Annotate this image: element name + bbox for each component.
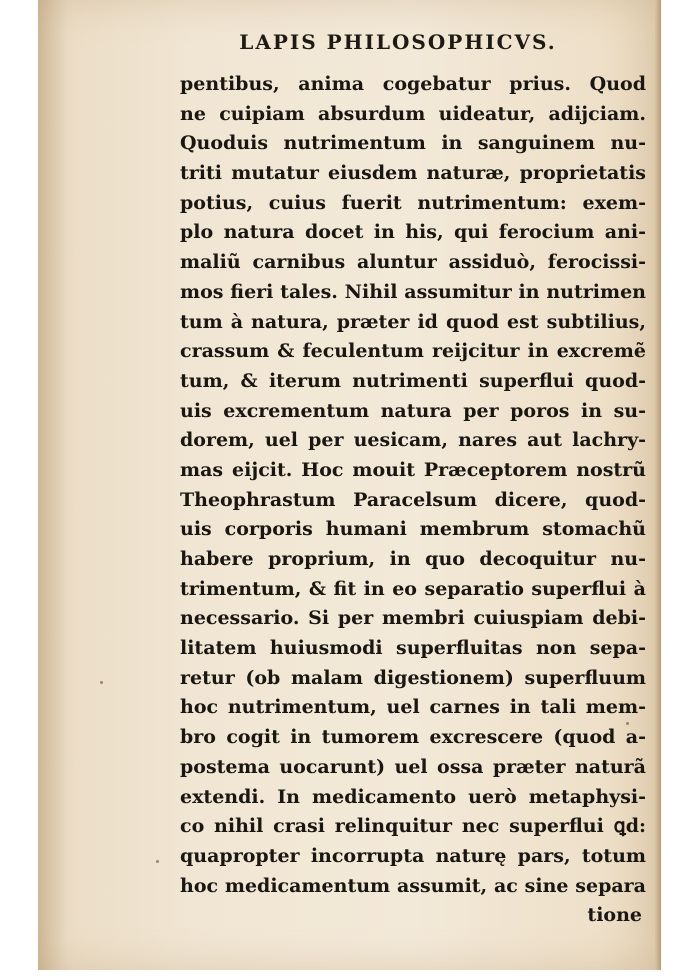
text-line: plo natura docet in his, qui ferocium ani- — [180, 221, 646, 244]
text-line: Quoduis nutrimentum in sanguinem nu- — [180, 132, 646, 155]
text-line: uis corporis humani membrum stomachũ — [180, 518, 646, 541]
running-head: LAPIS PHILOSOPHICVS. — [239, 30, 557, 54]
text-line: bro cogit in tumorem excrescere (quod a- — [180, 726, 646, 749]
ink-speck — [626, 722, 629, 725]
text-line: crassum & feculentum reijcitur in excremẽ — [180, 340, 646, 363]
text-line: Theophrastum Paracelsum dicere, quod- — [180, 488, 646, 511]
text-line: tum à natura, præter id quod est subtilius, — [180, 310, 646, 333]
text-line: maliũ carnibus aluntur assiduò, ferocissi- — [180, 251, 646, 274]
text-line: co nihil crasi relinquitur nec superflui ꝗd: — [180, 815, 646, 838]
text-line: postema uocarunt) uel ossa præter naturã — [180, 755, 646, 778]
book-page — [38, 0, 661, 970]
ink-speck — [100, 681, 103, 684]
text-line: necessario. Si per membri cuiuspiam debi- — [180, 607, 646, 630]
text-line: habere proprium, in quo decoquitur nu- — [180, 548, 646, 570]
text-line: ne cuipiam absurdum uideatur, adijciam. — [180, 102, 646, 125]
text-line: hoc medicamentum assumit, ac sine separa — [180, 874, 646, 897]
text-line: tum, & iterum nutrimenti superflui quod- — [180, 369, 646, 392]
text-line: extendi. In medicamento uerò metaphysi- — [180, 785, 646, 808]
text-line: triti mutatur eiusdem naturæ, proprietatis — [180, 162, 646, 185]
ink-speck — [156, 860, 159, 863]
text-line: uis excrementum natura per poros in su- — [180, 399, 646, 422]
text-line: tione — [587, 904, 642, 927]
text-line: litatem huiusmodi superfluitas non sepa- — [180, 637, 646, 660]
page-edge — [655, 0, 661, 970]
spine-shadow — [38, 0, 68, 970]
text-line: dorem, uel per uesicam, nares aut lachry- — [180, 429, 646, 452]
text-line: hoc nutrimentum, uel carnes in tali mem- — [180, 696, 646, 719]
text-line: potius, cuius fuerit nutrimentum: exem- — [180, 191, 646, 214]
text-line: mas eijcit. Hoc mouit Præceptorem nostrũ — [180, 458, 646, 481]
text-line: mos fieri tales. Nihil assumitur in nutrimen — [180, 280, 646, 303]
text-line: pentibus, anima cogebatur prius. Quod — [180, 73, 646, 95]
body-text — [180, 70, 646, 931]
text-line: quapropter incorrupta naturę pars, totum — [180, 844, 646, 867]
text-line: retur (ob malam digestionem) superfluum — [180, 666, 646, 689]
text-line: trimentum, & fit in eo separatio superflui à — [180, 577, 646, 600]
